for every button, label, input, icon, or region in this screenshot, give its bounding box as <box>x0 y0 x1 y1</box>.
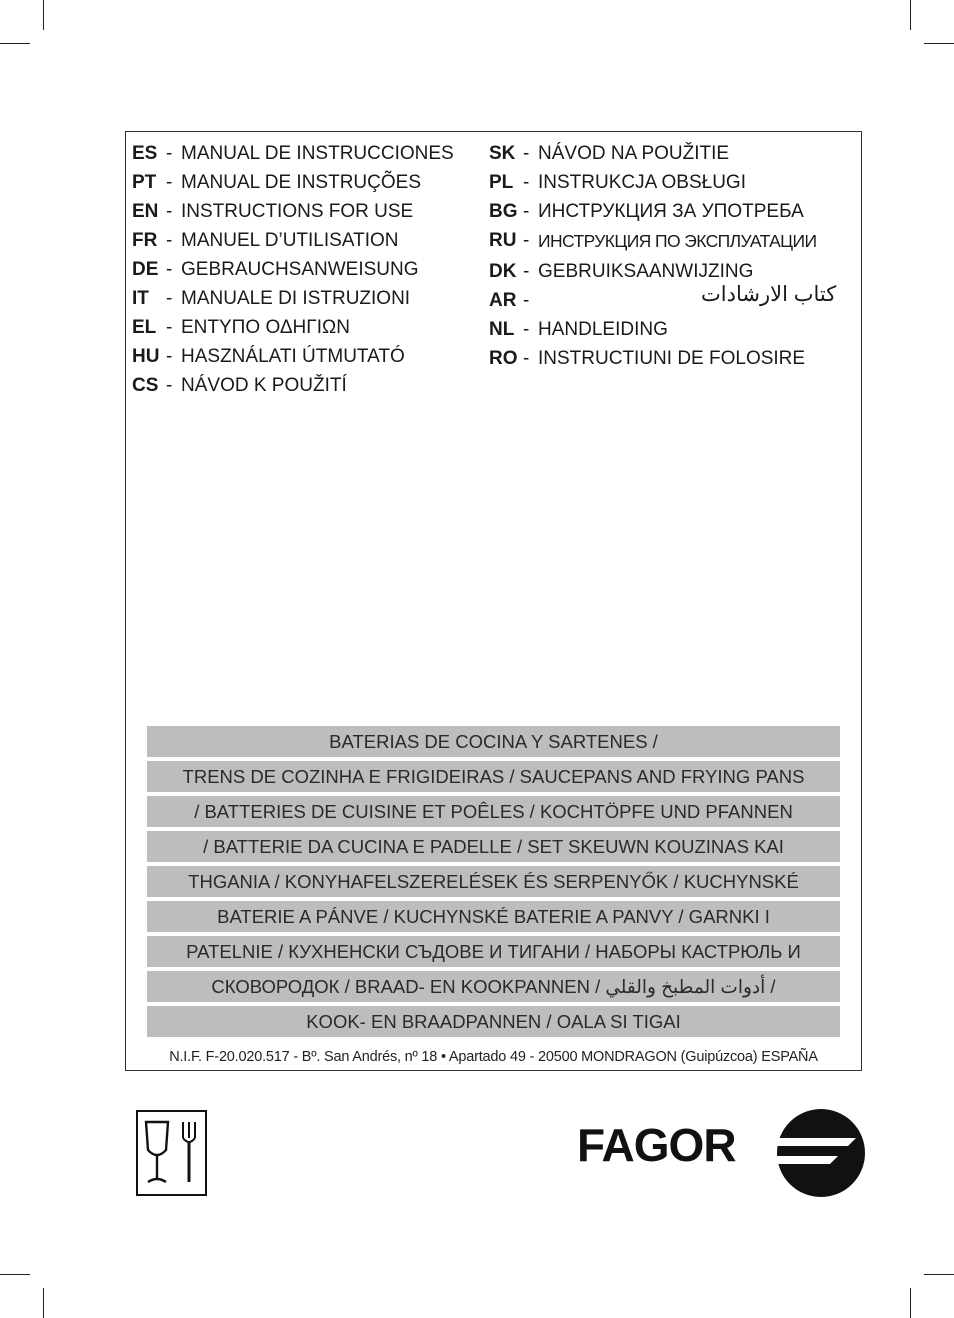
crop-mark <box>43 0 44 30</box>
product-description <box>147 726 840 1041</box>
product-band: KOOK- EN BRAADPANNEN / OALA SI TIGAI <box>147 1006 840 1037</box>
product-band: / BATTERIE DA CUCINA E PADELLE / SET SKEUWN KOUZINAS KAI <box>147 831 840 862</box>
product-band: THGANIA / KONYHAFELSZERELÉSEK ÉS SERPENYŐK / KUCHYNSKÉ <box>147 866 840 897</box>
product-band: / BATTERIES DE CUISINE ET POÊLES / KOCHTÖPFE UND PFANNEN <box>147 796 840 827</box>
crop-mark <box>924 43 954 44</box>
crop-mark <box>43 1288 44 1318</box>
crop-mark <box>924 1274 954 1275</box>
product-band: BATERIAS DE COCINA Y SARTENES / <box>147 726 840 757</box>
product-band: BATERIE A PÁNVE / KUCHYNSKÉ BATERIE A PANVY / GARNKI I <box>147 901 840 932</box>
product-band: TRENS DE COZINHA E FRIGIDEIRAS / SAUCEPANS AND FRYING PANS <box>147 761 840 792</box>
crop-mark <box>0 43 30 44</box>
product-band: PATELNIE / КУХНЕНСКИ СЪДОВЕ И ТИГАНИ / НАБОРЫ КАСТРЮЛЬ И <box>147 936 840 967</box>
product-band: СКОВОРОДОК / BRAAD- EN KOOKPANNEN / أدوات المطبخ والقلي / <box>147 971 840 1002</box>
brand-wordmark: FAGOR <box>577 1119 736 1171</box>
fagor-logo-icon <box>776 1108 866 1198</box>
crop-mark <box>910 1288 911 1318</box>
crop-mark <box>0 1274 30 1275</box>
company-address: N.I.F. F-20.020.517 - Bº. San Andrés, nº 18 • Apartado 49 - 20500 MONDRAGON (Guipúzcoa) ESPAÑA <box>169 1049 818 1065</box>
glass-fork-icon <box>136 1110 207 1196</box>
crop-mark <box>910 0 911 30</box>
